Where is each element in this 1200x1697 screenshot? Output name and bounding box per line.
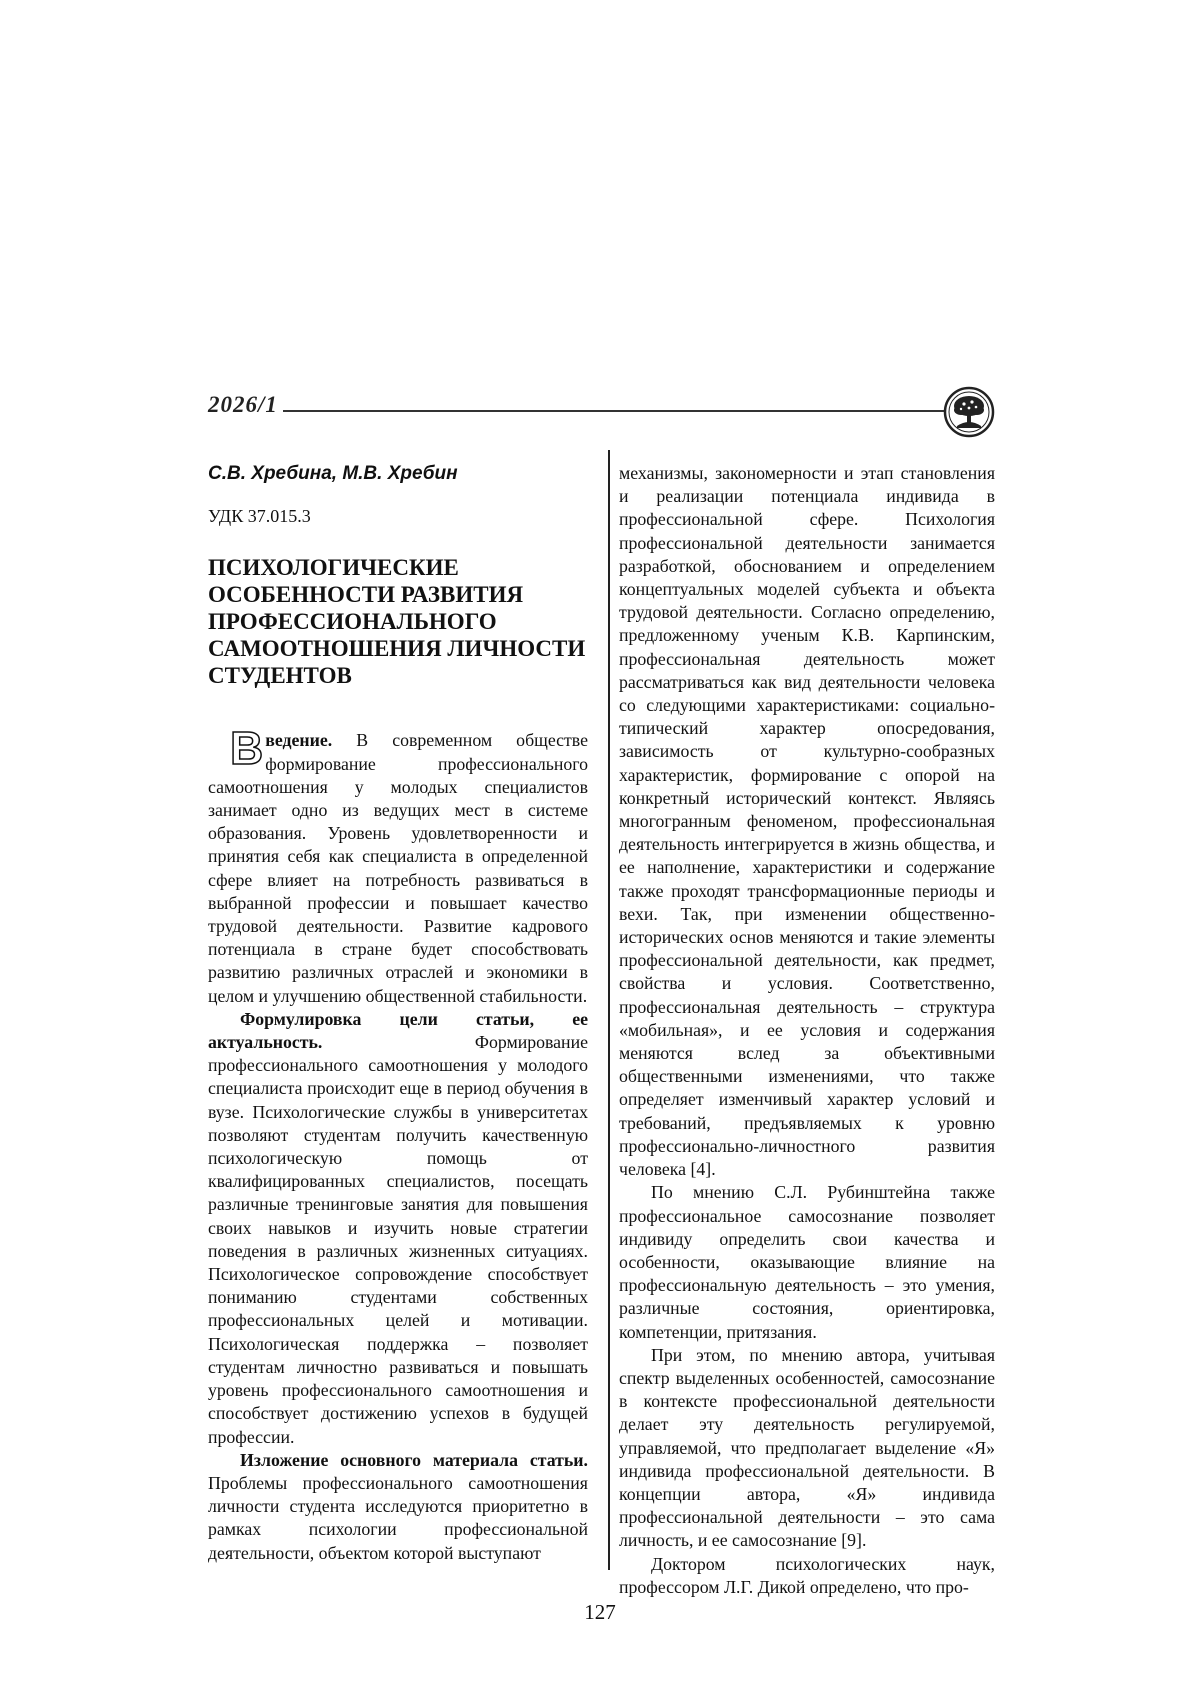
drop-cap: В	[230, 722, 264, 775]
page-number: 127	[584, 1600, 616, 1624]
left-column	[208, 462, 588, 1565]
udc-code: УДК 37.015.3	[208, 506, 311, 527]
intro-text: В современном обществе формирование профессионального самоотношения у молодых специалистов занимает одно из ведущих мест в системе образования. Уровень удовлетворенности и принятия себя как специалиста в определенной сфере влияет на потребность развиваться в выбранной профессии и повышает качество трудовой деятельности. Развитие кадрового потенциала в стране будет способствовать развитию различных отраслей и экономики в целом и улучшению общественной стабильности.	[208, 730, 588, 1006]
goal-paragraph	[208, 1008, 588, 1449]
right-column	[619, 462, 995, 1599]
column-divider	[608, 450, 610, 1570]
rubinstein-paragraph: По мнению С.Л. Рубинштейна также профессиональное самосознание позволяет индивиду определить свои качества и особенности, оказывающие влияние на профессиональную деятельность – это умения, различные состояния, ориентировка, компетенции, притязания.	[619, 1182, 995, 1342]
author-paragraph: При этом, по мнению автора, учитывая спектр выделенных особенностей, самосознание в контексте профессиональной деятельности делает эту деятельность регулируемой, управляемой, что предполагает выделение «Я» индивида профессиональной деятельности. В концепции автора, «Я» индивида профессиональной деятельности – это сама личность, и ее самосознание [9].	[619, 1344, 995, 1551]
main-text-part1: Проблемы профессионального самоотношения личности студента исследуются приоритетно в рамках психологии профессиональной деятельности, объектом которой выступают	[208, 1472, 588, 1563]
goal-heading: Формулировка цели статьи, ее актуальность.	[208, 1008, 588, 1053]
article-title: ПСИХОЛОГИЧЕСКИЕ ОСОБЕННОСТИ РАЗВИТИЯ ПРОФЕССИОНАЛЬНОГО САМООТНОШЕНИЯ ЛИЧНОСТИ СТУДЕНТОВ	[208, 555, 586, 689]
tree-emblem-icon	[943, 386, 995, 438]
main-heading: Изложение основного материала статьи.	[240, 1449, 588, 1470]
intro-paragraph	[208, 722, 588, 1007]
intro-heading: ведение.	[265, 730, 333, 751]
header-rule	[283, 410, 944, 412]
main-paragraph	[208, 1449, 588, 1565]
article-authors: С.В. Хребина, М.В. Хребин	[208, 463, 458, 484]
dikaya-paragraph: Доктором психологических наук, профессором Л.Г. Дикой определено, что про-	[619, 1553, 995, 1597]
goal-text: Формирование профессионального самоотношения у молодого специалиста происходит еще в период обучения в вузе. Психологические службы в университетах позволяют студентам получить качественную психологическую помощь от квалифицированных специалистов, посещать различные тренинговые занятия для повышения своих навыков и изучить новые стратегии поведения в различных жизненных ситуациях. Психологическое сопровождение способствует пониманию студентами собственных профессиональных целей и мотивации. Психологическая поддержка – позволяет студентам личностно развиваться и повышать уровень профессионального самоотношения и способствует достижению успехов в будущей профессии.	[208, 1032, 588, 1447]
main-text-part2: механизмы, закономерности и этап становления и реализации потенциала индивида в профессиональной сфере. Психология профессиональной деятельности занимается разработкой, обоснованием и определением концептуальных моделей субъекта и объекта трудовой деятельности. Согласно определению, предложенному ученым К.В. Карпинским, профессиональная деятельность может рассматриваться как вид деятельности человека со следующими характеристиками: социально-типический характер опосредования, зависимость от культурно-сообразных характеристик, формирование с опорой на конкретный исторический контекст. Являясь многогранным феноменом, профессиональная деятельность интегрируется в жизнь общества, и ее наполнение, характеристики и содержание также проходят трансформационные периоды и вехи. Так, при изменении общественно-исторических основ меняются и такие элементы профессиональной деятельности, как предмет, свойства и условия. Соответственно, профессиональная деятельность – структура «мобильная», и ее условия и содержания меняются вслед за объективными общественными изменениями, что также определяет изменчивый характер условий и требований, предъявляемых к уровню профессионально-личностного развития человека [4].	[619, 463, 995, 1180]
main-paragraph-continued	[619, 462, 995, 1181]
journal-issue: 2026/1	[208, 392, 278, 417]
